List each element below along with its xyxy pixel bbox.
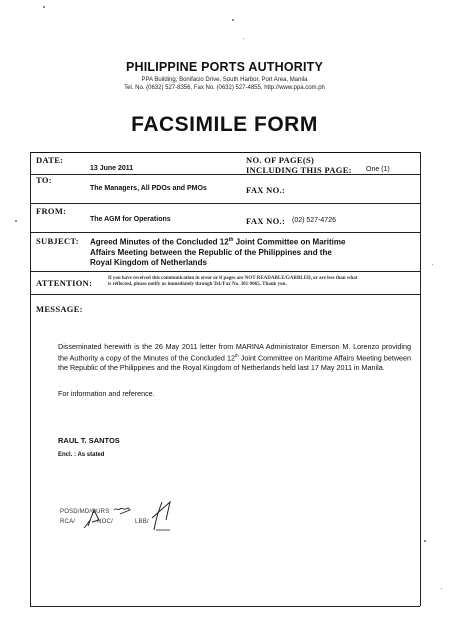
org-name: PHILIPPINE PORTS AUTHORITY [125,60,324,74]
signatory-name: RAUL T. SANTOS [58,436,120,445]
scan-speck [432,264,433,265]
scan-speck [243,38,244,39]
form-bottom-rule [30,606,420,607]
scan-speck [232,19,234,21]
subject-line3: Royal Kingdom of Netherlands [90,257,207,267]
message-label: MESSAGE: [36,304,83,314]
pages-label-2: INCLUDING THIS PAGE: [246,165,352,175]
pages-value: One (1) [366,166,390,173]
to-label: TO: [36,175,52,185]
subject-line1-pre: Agreed Minutes of the Concluded 12 [90,237,229,247]
date-label: DATE: [36,155,64,165]
routing-line-1: POSD/MD/OURS [60,509,110,515]
scan-speck [43,6,45,8]
from-value: The AGM for Operations [90,216,171,223]
subject-text [90,235,415,268]
scan-speck [441,588,442,589]
handwritten-initials [58,490,188,535]
from-label: FROM: [36,206,67,216]
subject-row-rule [30,271,420,272]
form-right-border [420,152,421,606]
from-fax-value: (02) 527-4726 [292,217,336,224]
attention-line1: If you have received this communication in error or if pages are NOT READABLE/GARBLED, or are less than what [108,276,358,281]
initials-drawing [58,490,188,535]
to-row-rule [30,203,420,204]
routing-lbb: LBB/ [134,519,149,525]
message-paragraph-2: For information and reference. [58,389,155,398]
date-value: 13 June 2011 [90,165,134,172]
from-row-rule [30,232,420,233]
message-para1-part1: Disseminated herewith is the 26 May 2011 letter from MARINA Administrator Emerson M. Lorenzo providing the Authority a copy of the Minutes of the Concluded 12 [58,342,411,363]
form-top-rule [30,152,420,153]
attention-line2: is reflected, please notify us immediately through Tel./Fax No. 301-9065. Thank you. [108,282,287,287]
to-fax-label: FAX NO.: [246,185,286,195]
scan-speck [424,540,426,542]
org-address: PPA Building, Bonifacio Drive, South Harbor, Port Area, Manila [141,77,308,83]
message-paragraph-1 [58,342,411,372]
to-value: The Managers, All PDOs and PMOs [90,185,207,192]
routing-noc: NOC/ [97,519,113,525]
routing-rca: RCA/ [60,519,76,525]
attention-label: ATTENTION: [36,278,93,288]
date-row-rule [30,174,420,175]
scan-speck [15,220,17,222]
subject-line2: Affairs Meeting between the Republic of the Philippines and the [90,247,332,257]
form-title: FACSIMILE FORM [131,113,318,136]
subject-sup: th [228,237,234,243]
pages-label-1: NO. OF PAGE(S) [246,155,315,165]
from-fax-label: FAX NO.: [246,216,286,226]
org-contact: Tel. No. (0632) 527-8356, Fax No. (0632) 527-4855, http://www.ppa.com.ph [124,85,325,91]
form-left-border [30,152,31,606]
attention-row-rule [30,294,420,295]
enclosure-note: Encl. : As stated [58,452,105,458]
subject-line1-post: Joint Committee on Maritime [233,237,346,247]
attention-text [108,276,416,288]
message-para1-sup: th [234,353,239,359]
message-para1-part2: Joint Committee on Maritime Affairs Meeting between the Republic of the Philippines and the Royal Kingdom of Netherlands held last 17 May 2011 in Manila. [58,353,411,372]
subject-label: SUBJECT: [36,236,79,246]
